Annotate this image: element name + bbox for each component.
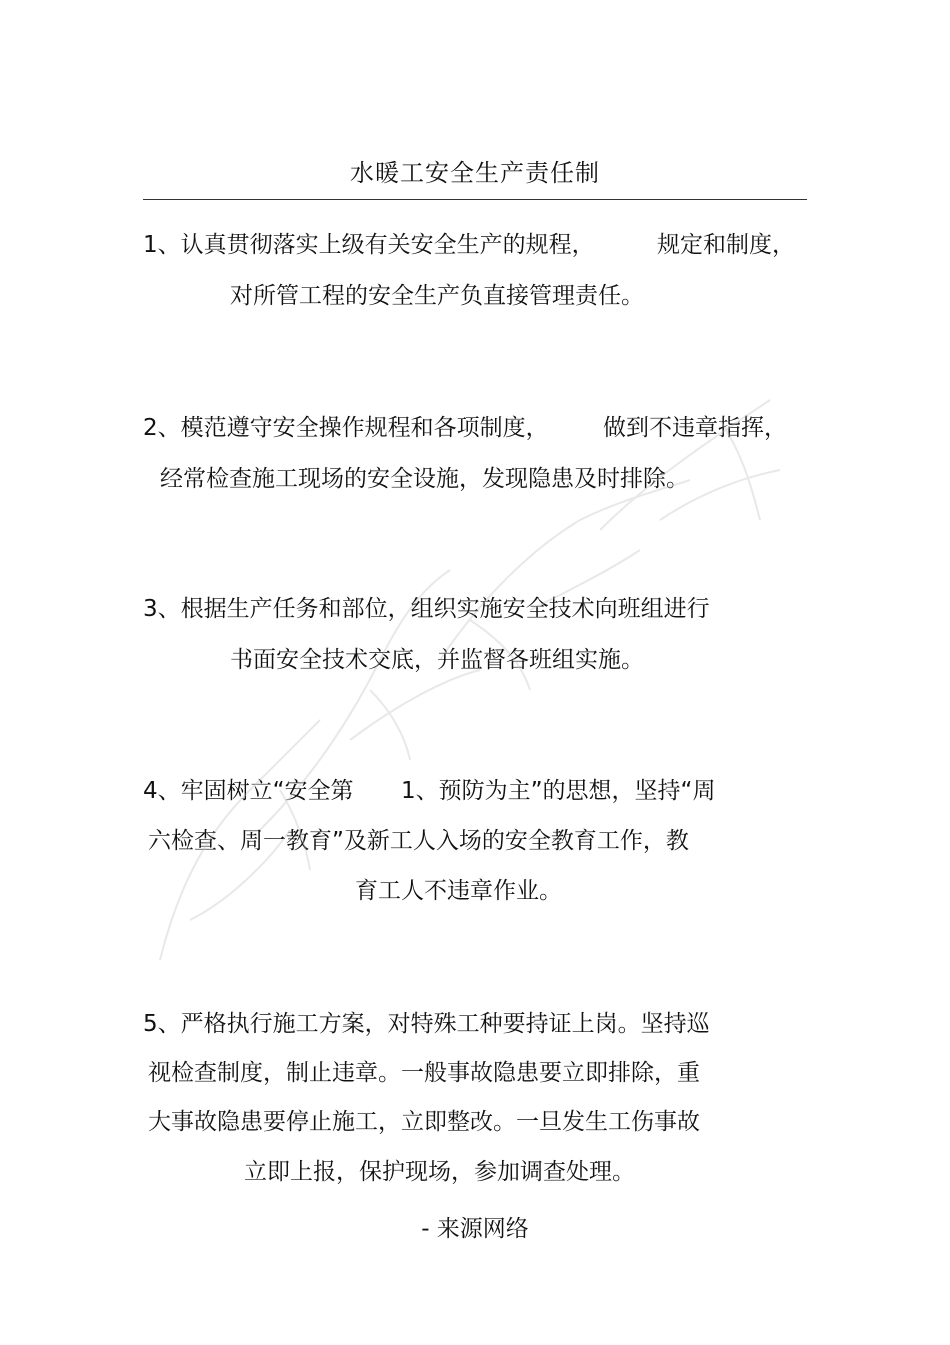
- paragraph-line: 4、牢固树立“安全第: [143, 778, 354, 804]
- paragraph-line: 书面安全技术交底，并监督各班组实施。: [230, 647, 644, 673]
- paragraph-line: 视检查制度，制止违章。一般事故隐患要立即排除，重: [148, 1060, 700, 1086]
- paragraph-line: 规定和制度，: [657, 232, 795, 258]
- paragraph-line: 立即上报，保护现场，参加调查处理。: [244, 1159, 635, 1185]
- paragraph-line: 大事故隐患要停止施工，立即整改。一旦发生工伤事故: [148, 1109, 700, 1135]
- paragraph-line: 1、预防为主”的思想，坚持“周: [401, 778, 716, 804]
- paragraph-line: 3、根据生产任务和部位，组织实施安全技术向班组进行: [143, 596, 710, 622]
- paragraph-line: 对所管工程的安全生产负直接管理责任。: [230, 283, 644, 309]
- paragraph-line: 1、认真贯彻落实上级有关安全生产的规程，: [143, 232, 595, 258]
- paragraph-line: 六检查、周一教育”及新工人入场的安全教育工作，教: [148, 828, 689, 854]
- paragraph-line: 做到不违章指挥，: [603, 415, 787, 441]
- paragraph-line: 育工人不违章作业。: [355, 878, 562, 904]
- paragraph-line: 2、模范遵守安全操作规程和各项制度，: [143, 415, 549, 441]
- document-title: 水暖工安全生产责任制: [350, 159, 600, 187]
- title-divider: [143, 199, 807, 200]
- source-footer: - 来源网络: [421, 1216, 529, 1242]
- paragraph-line: 经常检查施工现场的安全设施，发现隐患及时排除。: [160, 466, 689, 492]
- paragraph-line: 5、严格执行施工方案，对特殊工种要持证上岗。坚持巡: [143, 1011, 710, 1037]
